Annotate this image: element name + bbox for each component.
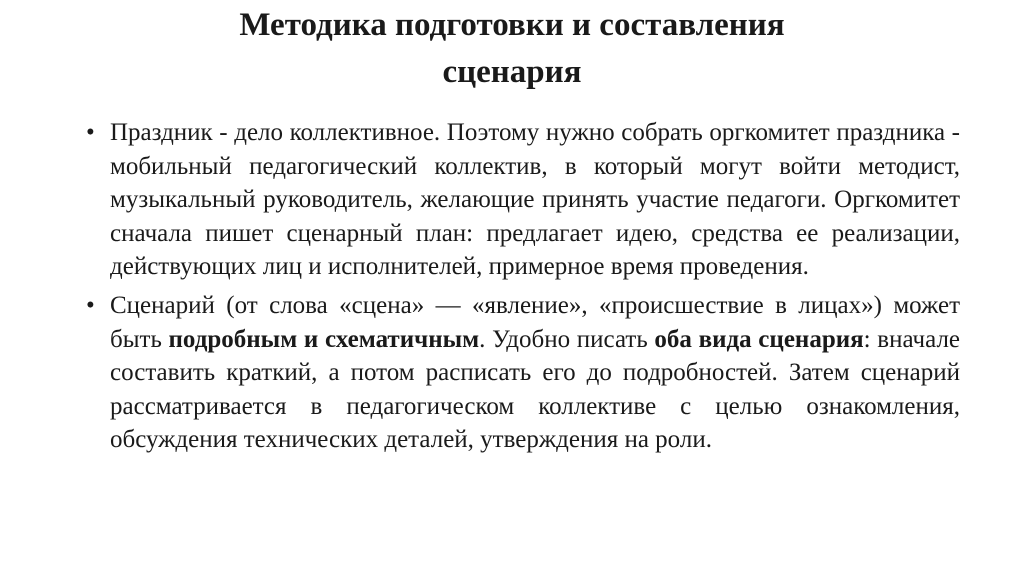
slide-title-line-1: Методика подготовки и составления — [239, 7, 785, 43]
bullet-text — [110, 292, 960, 453]
bullet-dot-icon: • — [86, 291, 95, 319]
bullet-dot-icon: • — [86, 119, 95, 146]
bullet-list — [86, 116, 960, 462]
slide-title-line-2: сценария — [442, 54, 582, 90]
bullet-text-part: . Удобно писать — [479, 325, 655, 353]
bullet-text-bold: подробным и схематичным — [168, 325, 480, 353]
bullet-text: Праздник - дело коллективное. Поэтому нужно собрать оргкомитет праздника - мобильный педагогический коллектив, в который могут войти методист, музыкальный руководитель, желающие принять участие педагоги. Оргкомитет сначала пишет сценарный план: предлагает идею, средства ее реализации, действующих лиц и исполнителей, примерное время проведения. — [110, 119, 960, 281]
bullet-text-bold: оба вида сценария — [654, 325, 864, 353]
bullet-text-part: Сценарий (от слова «сцена» — «явление», «происшествие в лицах») может быть — [110, 291, 960, 353]
bullet-item-scenario-types — [86, 289, 960, 457]
slide-title — [100, 2, 924, 96]
bullet-text-part: : вначале составить краткий, а потом расписать его до подробностей. Затем сценарий рассматривается в педагогическом коллективе с целью ознакомления, обсуждения технических деталей, утверждения на роли. — [110, 325, 961, 454]
bullet-item-organizing-committee — [86, 116, 960, 284]
